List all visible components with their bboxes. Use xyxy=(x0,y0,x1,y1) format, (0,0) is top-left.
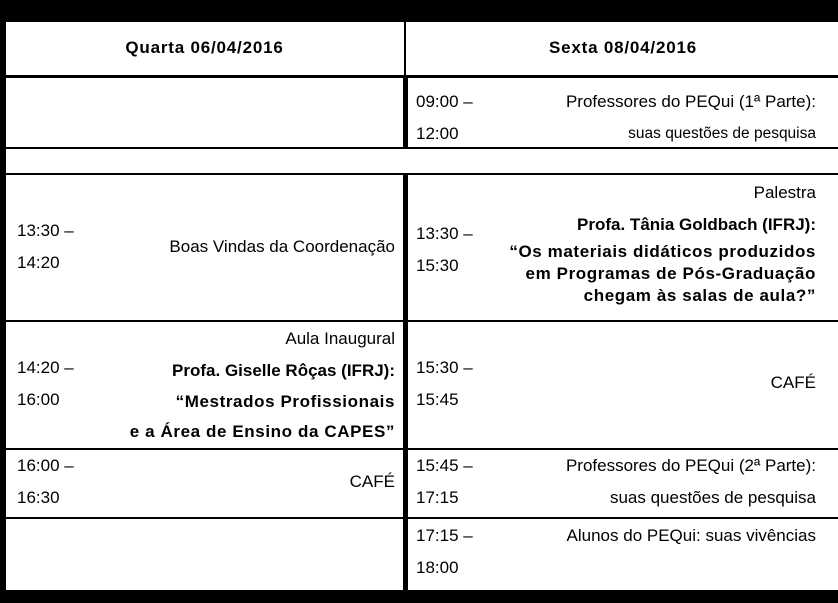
speaker-name: Profa. Giselle Rôças (IFRJ): xyxy=(172,361,395,380)
session-title: Alunos do PEQui: suas vivências xyxy=(566,526,816,545)
time-slot: 09:00 – 12:00 xyxy=(416,92,473,143)
time-slot: 13:30 – 14:20 xyxy=(17,221,74,272)
session-description: Professores do PEQui (2ª Parte): suas questões de pesquisa xyxy=(565,456,816,507)
talk-title: “Mestrados Profissionais xyxy=(175,392,395,411)
session-label: Aula Inaugural xyxy=(285,329,395,348)
column-divider xyxy=(403,173,408,590)
table-left-border xyxy=(0,0,6,603)
time-slot: 15:30 – 15:45 xyxy=(416,358,473,409)
column-divider xyxy=(403,78,408,148)
session-title: Boas Vindas da Coordenação xyxy=(169,237,395,256)
row-divider xyxy=(6,173,838,175)
session-description: Professores do PEQui (1ª Parte): suas questões de pesquisa xyxy=(565,92,816,142)
talk-title: em Programas de Pós-Graduação xyxy=(525,264,816,283)
table-top-border xyxy=(0,0,838,22)
time-slot: 13:30 – 15:30 xyxy=(416,224,473,275)
time-slot: 17:15 – 18:00 xyxy=(416,526,473,577)
header-left: Quarta 06/04/2016 xyxy=(125,38,284,57)
session-description xyxy=(509,177,816,307)
time-slot: 14:20 – 16:00 xyxy=(17,358,74,409)
header-right: Sexta 08/04/2016 xyxy=(549,38,697,57)
talk-title: “Os materiais didáticos produzidos xyxy=(509,242,816,261)
header-divider xyxy=(6,75,838,78)
row-divider xyxy=(6,320,838,322)
table-bottom-border xyxy=(0,590,838,603)
session-label: Palestra xyxy=(753,183,816,202)
session-title: CAFÉ xyxy=(770,373,816,392)
speaker-name: Profa. Tânia Goldbach (IFRJ): xyxy=(577,215,816,234)
time-slot: 15:45 – 17:15 xyxy=(416,456,473,507)
time-slot: 16:00 – 16:30 xyxy=(17,456,74,507)
talk-title: e a Área de Ensino da CAPES” xyxy=(129,422,395,441)
talk-title: chegam às salas de aula?” xyxy=(583,286,816,305)
session-title: CAFÉ xyxy=(349,472,395,491)
session-description xyxy=(130,323,395,447)
row-divider xyxy=(6,517,838,519)
